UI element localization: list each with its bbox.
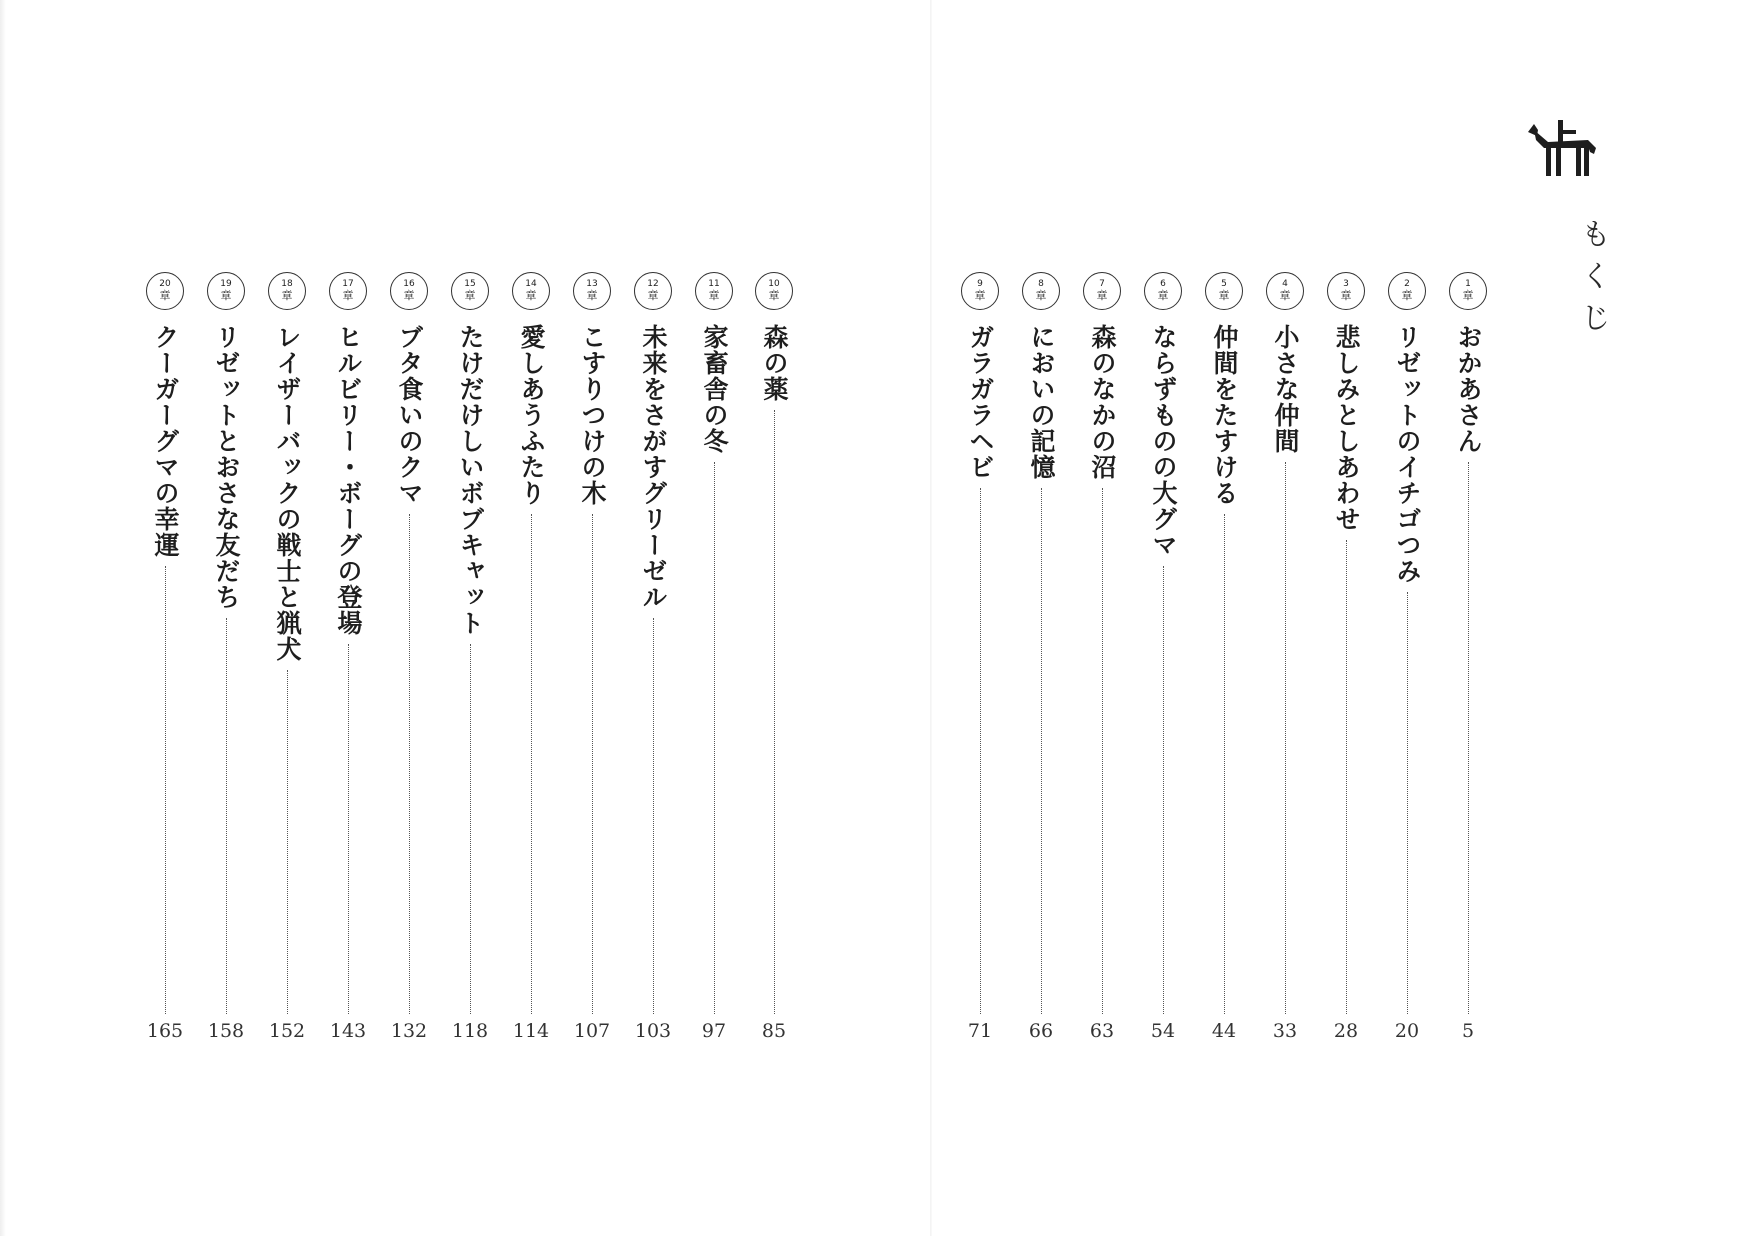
chapter-unit: 章	[708, 289, 720, 302]
chapter-unit: 章	[586, 289, 598, 302]
chapter-number: 19	[220, 279, 232, 289]
chapter-unit: 章	[281, 289, 293, 302]
chapter-unit: 章	[1035, 289, 1047, 302]
toc-entry-1[interactable]	[1448, 272, 1492, 1052]
chapter-title: 愛しあうふたり	[517, 324, 546, 506]
dot-leader	[165, 566, 166, 1014]
chapter-number: 18	[281, 279, 293, 289]
chapter-number: 15	[464, 279, 476, 289]
chapter-unit: 章	[1401, 289, 1413, 302]
chapter-number: 2	[1404, 279, 1410, 289]
dot-leader	[774, 410, 775, 1014]
dot-leader	[592, 514, 593, 1014]
toc-entry-20[interactable]	[145, 272, 189, 1052]
toc-entry-18[interactable]	[267, 272, 311, 1052]
chapter-unit: 章	[342, 289, 354, 302]
chapter-number: 14	[525, 279, 537, 289]
chapter-title: 悲しみとしあわせ	[1332, 324, 1361, 532]
toc-entry-9[interactable]	[960, 272, 1004, 1052]
chapter-badge	[207, 272, 245, 310]
toc-entry-12[interactable]	[633, 272, 677, 1052]
dot-leader	[470, 644, 471, 1014]
chapter-unit: 章	[220, 289, 232, 302]
chapter-title: 家畜舎の冬	[700, 324, 729, 454]
chapter-unit: 章	[1279, 289, 1291, 302]
dot-leader	[531, 514, 532, 1014]
chapter-badge	[573, 272, 611, 310]
chapter-number: 9	[977, 279, 983, 289]
chapter-badge	[268, 272, 306, 310]
chapter-badge	[961, 272, 999, 310]
chapter-number: 17	[342, 279, 354, 289]
chapter-unit: 章	[1462, 289, 1474, 302]
chapter-title: クーガーグマの幸運	[151, 324, 180, 558]
chapter-badge	[329, 272, 367, 310]
chapter-badge	[146, 272, 184, 310]
dot-leader	[1346, 540, 1347, 1014]
horse-icon	[1524, 118, 1600, 180]
chapter-number: 7	[1099, 279, 1105, 289]
chapter-title: たけだけしいボブキャット	[456, 324, 485, 636]
dot-leader	[1163, 566, 1164, 1014]
chapter-number: 8	[1038, 279, 1044, 289]
dot-leader	[348, 644, 349, 1014]
chapter-unit: 章	[1218, 289, 1230, 302]
dot-leader	[1041, 488, 1042, 1014]
chapter-title: ヒルビリー・ボーグの登場	[334, 324, 363, 636]
chapter-unit: 章	[974, 289, 986, 302]
page-number: 114	[512, 1020, 550, 1042]
chapter-badge	[1083, 272, 1121, 310]
toc-title: もくじ	[1575, 218, 1610, 344]
chapter-number: 12	[647, 279, 659, 289]
chapter-number: 13	[586, 279, 598, 289]
chapter-number: 20	[159, 279, 171, 289]
page-number: 132	[390, 1020, 428, 1042]
chapter-badge	[1266, 272, 1304, 310]
dot-leader	[1102, 488, 1103, 1014]
toc-entry-8[interactable]	[1021, 272, 1065, 1052]
chapter-number: 4	[1282, 279, 1288, 289]
toc-entry-16[interactable]	[389, 272, 433, 1052]
page-number: 28	[1333, 1020, 1359, 1042]
toc-entry-5[interactable]	[1204, 272, 1248, 1052]
page-number: 158	[207, 1020, 245, 1042]
dot-leader	[980, 488, 981, 1014]
toc-entry-2[interactable]	[1387, 272, 1431, 1052]
chapter-title: においの記憶	[1027, 324, 1056, 480]
chapter-unit: 章	[1096, 289, 1108, 302]
chapter-badge	[390, 272, 428, 310]
page-number: 152	[268, 1020, 306, 1042]
page-number: 118	[451, 1020, 489, 1042]
chapter-number: 16	[403, 279, 415, 289]
chapter-title: リゼットのイチゴつみ	[1393, 324, 1422, 584]
chapter-badge	[634, 272, 672, 310]
chapter-title: レイザーバックの戦士と猟犬	[273, 324, 302, 662]
chapter-title: ブタ食いのクマ	[395, 324, 424, 506]
dot-leader	[1285, 462, 1286, 1014]
chapter-unit: 章	[647, 289, 659, 302]
dot-leader	[714, 462, 715, 1014]
chapter-unit: 章	[403, 289, 415, 302]
chapter-number: 5	[1221, 279, 1227, 289]
chapter-badge	[1144, 272, 1182, 310]
chapter-badge	[755, 272, 793, 310]
chapter-badge	[1449, 272, 1487, 310]
page-number: 97	[701, 1020, 727, 1042]
toc-entry-4[interactable]	[1265, 272, 1309, 1052]
chapter-number: 3	[1343, 279, 1349, 289]
chapter-title: おかあさん	[1454, 324, 1483, 454]
page-number: 44	[1211, 1020, 1237, 1042]
page-number: 54	[1150, 1020, 1176, 1042]
page-number: 107	[573, 1020, 611, 1042]
chapter-unit: 章	[1340, 289, 1352, 302]
toc-entry-10[interactable]	[754, 272, 798, 1052]
page-number: 20	[1394, 1020, 1420, 1042]
toc-entry-14[interactable]	[511, 272, 555, 1052]
chapter-unit: 章	[525, 289, 537, 302]
toc-entry-7[interactable]	[1082, 272, 1126, 1052]
page-number: 71	[967, 1020, 993, 1042]
chapter-title: 仲間をたすける	[1210, 324, 1239, 506]
toc-entry-13[interactable]	[572, 272, 616, 1052]
toc-entry-11[interactable]	[694, 272, 738, 1052]
chapter-title: 森の薬	[760, 324, 789, 402]
chapter-badge	[1205, 272, 1243, 310]
chapter-badge	[512, 272, 550, 310]
dot-leader	[1224, 514, 1225, 1014]
page-edge	[0, 0, 6, 1236]
dot-leader	[287, 670, 288, 1014]
chapter-badge	[1388, 272, 1426, 310]
chapter-number: 10	[768, 279, 780, 289]
chapter-unit: 章	[1157, 289, 1169, 302]
chapter-badge	[1022, 272, 1060, 310]
toc-entry-17[interactable]	[328, 272, 372, 1052]
page-number: 103	[634, 1020, 672, 1042]
chapter-number: 11	[708, 279, 720, 289]
chapter-number: 6	[1160, 279, 1166, 289]
page-number: 143	[329, 1020, 367, 1042]
toc-entry-3[interactable]	[1326, 272, 1370, 1052]
chapter-badge	[451, 272, 489, 310]
chapter-title: リゼットとおさな友だち	[212, 324, 241, 610]
chapter-title: 未来をさがすグリーゼル	[639, 324, 668, 610]
dot-leader	[1407, 592, 1408, 1014]
toc-entry-19[interactable]	[206, 272, 250, 1052]
chapter-badge	[695, 272, 733, 310]
dot-leader	[409, 514, 410, 1014]
chapter-number: 1	[1465, 279, 1471, 289]
dot-leader	[653, 618, 654, 1014]
page-number: 85	[761, 1020, 787, 1042]
page-number: 5	[1461, 1020, 1475, 1042]
toc-entry-15[interactable]	[450, 272, 494, 1052]
dot-leader	[1468, 462, 1469, 1014]
page-number: 165	[146, 1020, 184, 1042]
chapter-unit: 章	[464, 289, 476, 302]
chapter-title: こすりつけの木	[578, 324, 607, 506]
page-number: 33	[1272, 1020, 1298, 1042]
chapter-title: ならずものの大グマ	[1149, 324, 1178, 558]
chapter-badge	[1327, 272, 1365, 310]
chapter-title: 森のなかの沼	[1088, 324, 1117, 480]
page-number: 66	[1028, 1020, 1054, 1042]
chapter-title: ガラガラヘビ	[966, 324, 995, 480]
chapter-unit: 章	[768, 289, 780, 302]
toc-entry-6[interactable]	[1143, 272, 1187, 1052]
book-gutter	[930, 0, 932, 1236]
page-number: 63	[1089, 1020, 1115, 1042]
chapter-unit: 章	[159, 289, 171, 302]
chapter-title: 小さな仲間	[1271, 324, 1300, 454]
dot-leader	[226, 618, 227, 1014]
